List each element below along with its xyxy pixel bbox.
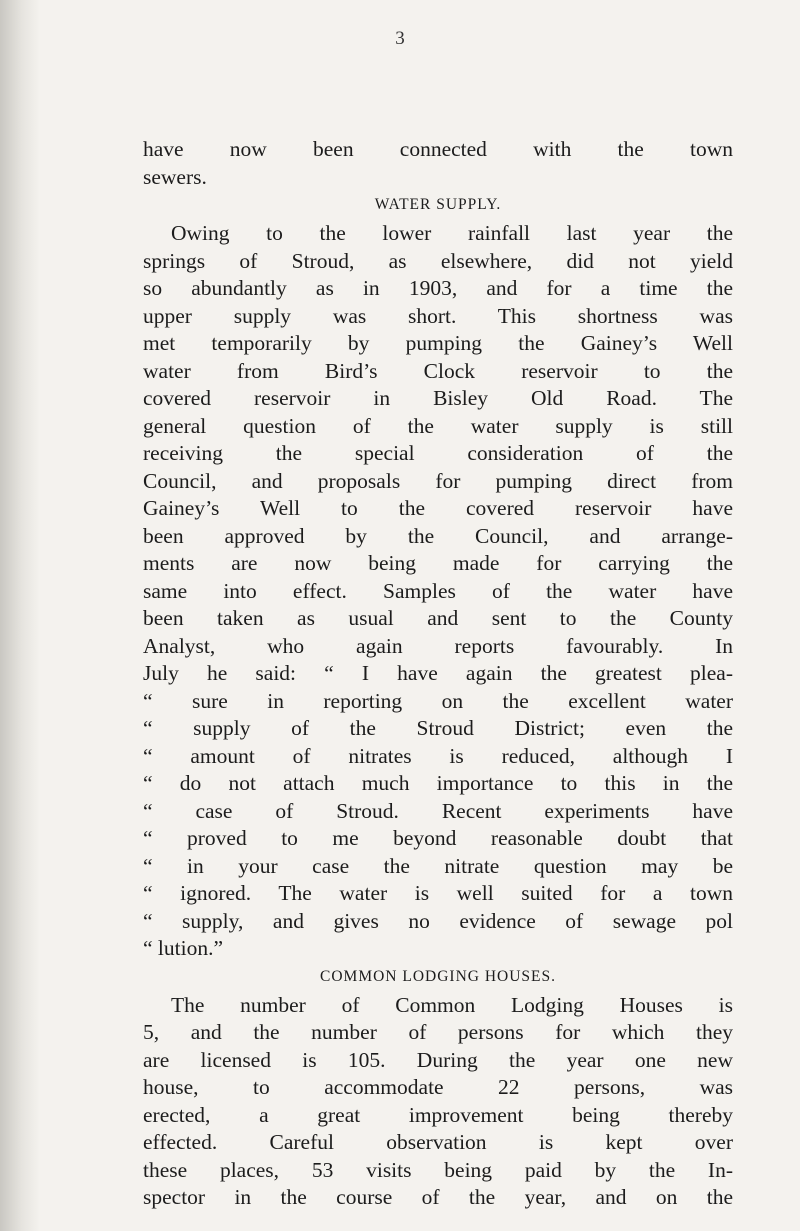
text-line: covered reservoir in Bisley Old Road. The bbox=[143, 386, 733, 410]
text-line: “ supply, and gives no evidence of sewage pol bbox=[143, 908, 733, 933]
text-line: these places, 53 visits being paid by the In- bbox=[143, 1157, 733, 1182]
text-line: “ proved to me beyond reasonable doubt that bbox=[143, 826, 733, 850]
text-line: Council, and proposals for pumping direct from bbox=[143, 468, 733, 493]
text-line: upper supply was short. This shortness was bbox=[143, 303, 733, 328]
text-line: effected. Careful observation is kept over bbox=[143, 1130, 733, 1154]
text-line: “ sure in reporting on the excellent water bbox=[143, 688, 733, 713]
text-line: Analyst, who again reports favourably. In bbox=[143, 633, 733, 658]
text-line: “ do not attach much importance to this in the bbox=[143, 771, 733, 795]
text-line: “ lution.” bbox=[143, 936, 224, 960]
section-heading-common-lodging-houses: COMMON LODGING HOUSES. bbox=[320, 967, 556, 985]
page-edge-shadow bbox=[0, 0, 40, 1231]
text-line: “ amount of nitrates is reduced, although I bbox=[143, 743, 733, 768]
text-line: met temporarily by pumping the Gainey’s Well bbox=[143, 331, 733, 355]
text-line: been taken as usual and sent to the County bbox=[143, 606, 733, 630]
text-line: same into effect. Samples of the water have bbox=[143, 578, 733, 603]
text-line: 5, and the number of persons for which they bbox=[143, 1020, 733, 1044]
text-line: “ case of Stroud. Recent experiments have bbox=[143, 798, 733, 823]
text-line: spector in the course of the year, and on the bbox=[143, 1185, 733, 1209]
text-line: have now been connected with the town bbox=[143, 137, 733, 161]
text-line: springs of Stroud, as elsewhere, did not yield bbox=[143, 248, 733, 273]
text-line: ments are now being made for carrying the bbox=[143, 551, 733, 575]
text-line: house, to accommodate 22 persons, was bbox=[143, 1075, 733, 1099]
text-line: general question of the water supply is still bbox=[143, 413, 733, 438]
text-line: The number of Common Lodging Houses is bbox=[171, 992, 733, 1017]
text-line: Owing to the lower rainfall last year the bbox=[171, 221, 733, 245]
text-line: “ ignored. The water is well suited for a town bbox=[143, 881, 733, 905]
text-line: water from Bird’s Clock reservoir to the bbox=[143, 358, 733, 383]
section-heading-water-supply: WATER SUPPLY. bbox=[374, 196, 502, 213]
text-line: erected, a great improvement being thereby bbox=[143, 1102, 733, 1127]
text-line: been approved by the Council, and arrange- bbox=[143, 523, 733, 548]
text-line: sewers. bbox=[143, 164, 207, 189]
page-number: 3 bbox=[395, 28, 405, 49]
text-line: Gainey’s Well to the covered reservoir have bbox=[143, 496, 733, 520]
text-line: are licensed is 105. During the year one new bbox=[143, 1047, 733, 1072]
text-line: so abundantly as in 1903, and for a time the bbox=[143, 276, 733, 300]
text-line: “ supply of the Stroud District; even the bbox=[143, 716, 733, 740]
text-line: “ in your case the nitrate question may be bbox=[143, 853, 733, 878]
text-line: July he said: “ I have again the greatest plea- bbox=[143, 661, 733, 685]
text-line: receiving the special consideration of the bbox=[143, 441, 733, 465]
body-text bbox=[143, 136, 733, 1212]
